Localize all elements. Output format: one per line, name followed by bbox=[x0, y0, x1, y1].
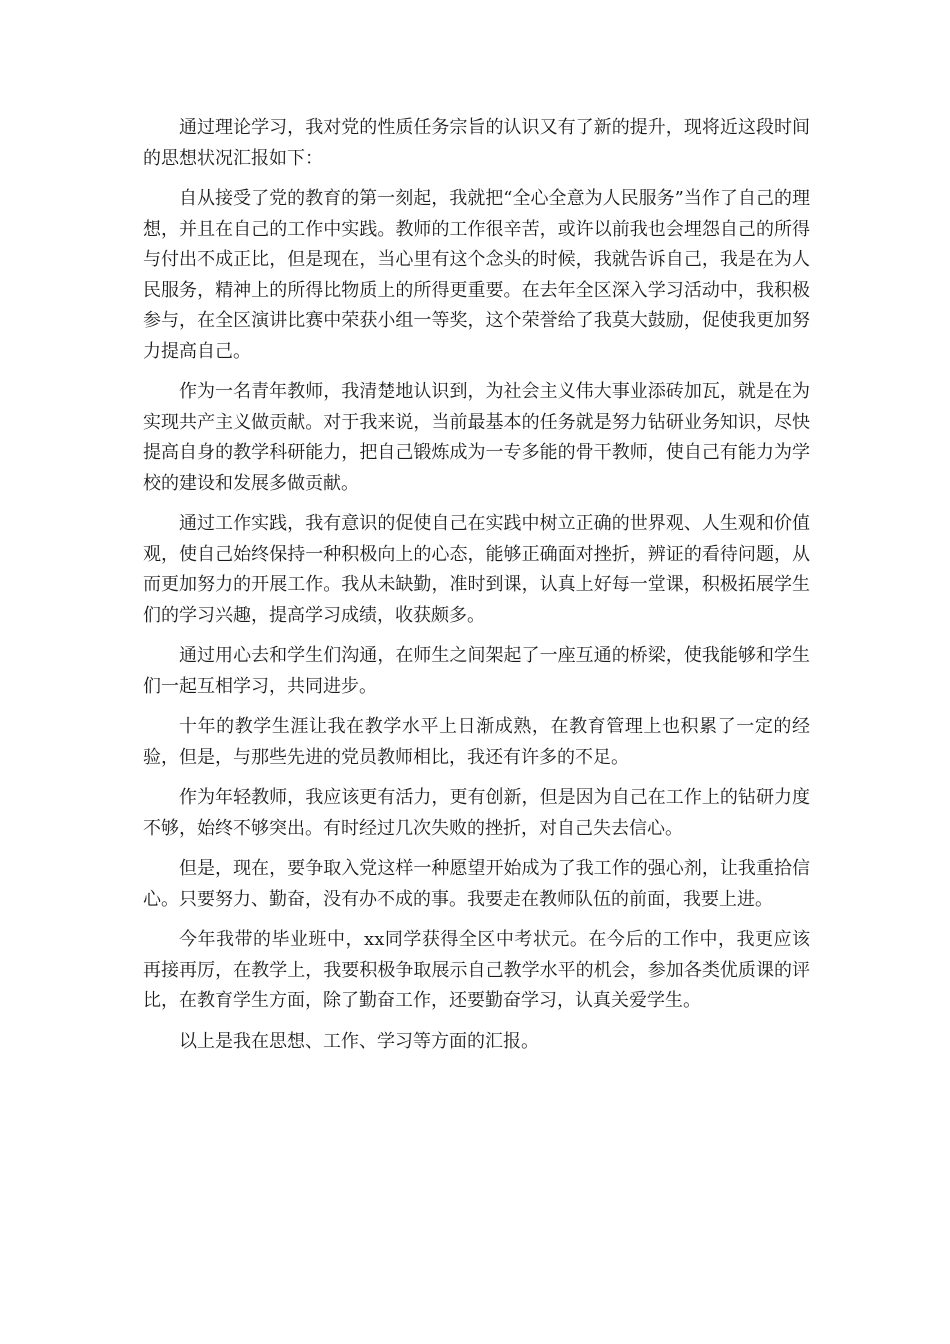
paragraph-1: 通过理论学习，我对党的性质任务宗旨的认识又有了新的提升，现将近这段时间的思想状况汇报如下： bbox=[143, 117, 810, 169]
paragraph-6: 十年的教学生涯让我在教学水平上日渐成熟，在教育管理上也积累了一定的经验，但是，与那些先进的党员教师相比，我还有许多的不足。 bbox=[143, 716, 810, 768]
paragraph-5: 通过用心去和学生们沟通，在师生之间架起了一座互通的桥梁，使我能够和学生们一起互相学习，共同进步。 bbox=[143, 645, 810, 697]
paragraph-8: 但是，现在，要争取入党这样一种愿望开始成为了我工作的强心剂，让我重拾信心。只要努力、勤奋，没有办不成的事。我要走在教师队伍的前面，我要上进。 bbox=[143, 858, 810, 910]
paragraph-9: 今年我带的毕业班中，xx同学获得全区中考状元。在今后的工作中，我更应该再接再厉，在教学上，我要积极争取展示自己教学水平的机会，参加各类优质课的评比，在教育学生方面，除了勤奋工作，还要勤奋学习，认真关爱学生。 bbox=[143, 929, 810, 1011]
document-body bbox=[143, 113, 810, 1067]
paragraph-7: 作为年轻教师，我应该更有活力，更有创新，但是因为自己在工作上的钻研力度不够，始终不够突出。有时经过几次失败的挫折，对自己失去信心。 bbox=[143, 787, 810, 839]
paragraph-3: 作为一名青年教师，我清楚地认识到，为社会主义伟大事业添砖加瓦，就是在为实现共产主义做贡献。对于我来说，当前最基本的任务就是努力钻研业务知识，尽快提高自身的教学科研能力，把自己锻炼成为一专多能的骨干教师，使自己有能力为学校的建设和发展多做贡献。 bbox=[143, 381, 810, 494]
paragraph-4: 通过工作实践，我有意识的促使自己在实践中树立正确的世界观、人生观和价值观，使自己始终保持一种积极向上的心态，能够正确面对挫折，辨证的看待问题，从而更加努力的开展工作。我从未缺勤，准时到课，认真上好每一堂课，积极拓展学生们的学习兴趣，提高学习成绩，收获颇多。 bbox=[143, 513, 810, 626]
paragraph-10: 以上是我在思想、工作、学习等方面的汇报。 bbox=[179, 1030, 539, 1052]
paragraph-2: 自从接受了党的教育的第一刻起，我就把“全心全意为人民服务”当作了自己的理想，并且在自己的工作中实践。教师的工作很辛苦，或许以前我也会埋怨自己的所得与付出不成正比，但是现在，当心里有这个念头的时候，我就告诉自己，我是在为人民服务，精神上的所得比物质上的所得更重要。在去年全区深入学习活动中，我积极参与，在全区演讲比赛中荣获小组一等奖，这个荣誉给了我莫大鼓励，促使我更加努力提高自己。 bbox=[143, 188, 810, 362]
